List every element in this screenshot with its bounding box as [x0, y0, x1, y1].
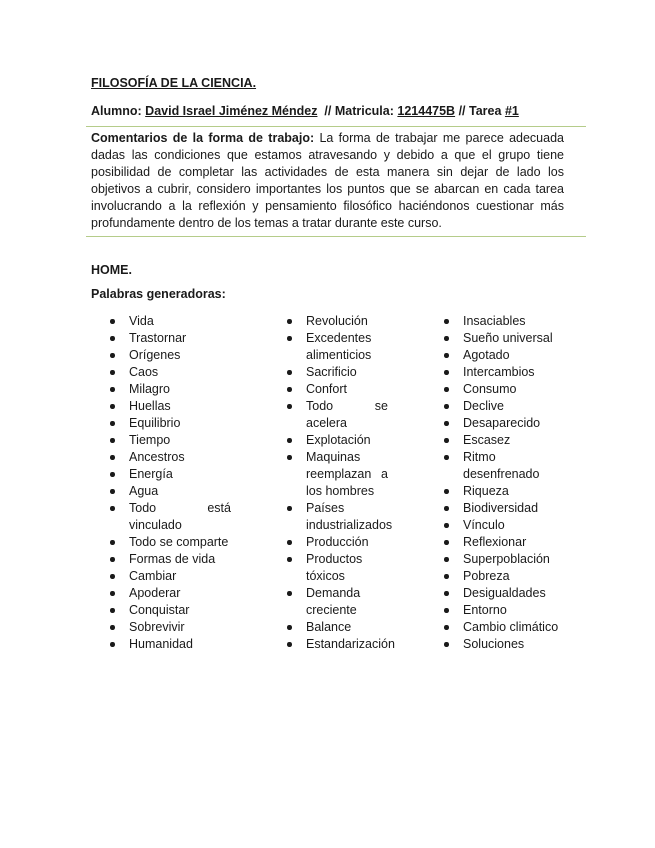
word-list-item: Apoderar [107, 585, 231, 602]
word-list-item: Consumo [441, 381, 566, 398]
word-list-item: Energía [107, 466, 231, 483]
word-list-item: Sacrificio [284, 364, 388, 381]
word-list-item: Cambio climático [441, 619, 566, 636]
comments-text: La forma de trabajar me parece adecuada dadas las condiciones que estamos atravesando y debido a que el grupo tiene posibilidad de completar las actividades de esta manera sin dejar de lado los objetivos a cubrir, considero importantes los puntos que se abarcan en cada tarea involucrando a la reflexión y pensamiento filosófico haciéndonos cuestionar más profundamente dentro de los temas a tratar durante este curso. [91, 131, 564, 230]
word-list-item: Revolución [284, 313, 388, 330]
word-list-item: Escasez [441, 432, 566, 449]
word-list-item: Insaciables [441, 313, 566, 330]
word-list-item: Conquistar [107, 602, 231, 619]
tarea-number: #1 [504, 104, 519, 118]
word-list-item: Desigualdades [441, 585, 566, 602]
matricula-label: Matricula: [334, 104, 394, 118]
word-list-item: Tiempo [107, 432, 231, 449]
word-list-item: Cambiar [107, 568, 231, 585]
word-list-item: Milagro [107, 381, 231, 398]
word-list-item: Ritmo desenfrenado [441, 449, 566, 483]
word-list-column-2 [284, 313, 395, 653]
word-list-item: Intercambios [441, 364, 566, 381]
tarea-label: Tarea [469, 104, 502, 118]
word-list-item: Vida [107, 313, 231, 330]
word-list-item: Huellas [107, 398, 231, 415]
word-list-item: Países industrializados [284, 500, 388, 534]
word-list-item: Ancestros [107, 449, 231, 466]
comments-paragraph [91, 130, 564, 232]
word-list-item: Superpoblación [441, 551, 566, 568]
word-list-item: Desaparecido [441, 415, 566, 432]
word-list-item: Confort [284, 381, 388, 398]
word-list-item: Todo se comparte [107, 534, 231, 551]
word-list-item: Caos [107, 364, 231, 381]
word-list-item: Balance [284, 619, 388, 636]
matricula-value: 1214475B [397, 104, 456, 118]
word-list-item: Orígenes [107, 347, 231, 364]
divider-bottom [86, 236, 586, 237]
student-label: Alumno: [91, 104, 142, 118]
separator: // [458, 104, 466, 118]
home-heading: HOME. [91, 263, 132, 277]
word-list-item: Reflexionar [441, 534, 566, 551]
word-list-item: Agotado [441, 347, 566, 364]
word-list-item: Todo está vinculado [107, 500, 231, 534]
word-list-item: Vínculo [441, 517, 566, 534]
word-list-item: Todo se acelera [284, 398, 388, 432]
word-list-item: Producción [284, 534, 388, 551]
word-list-item: Trastornar [107, 330, 231, 347]
word-list-item: Sobrevivir [107, 619, 231, 636]
comments-label: Comentarios de la forma de trabajo: [91, 131, 315, 145]
word-list-item: Declive [441, 398, 566, 415]
word-list-item: Equilibrio [107, 415, 231, 432]
word-list-item: Humanidad [107, 636, 231, 653]
word-list-item: Entorno [441, 602, 566, 619]
word-list-item: Estandarización [284, 636, 388, 653]
document-title [91, 76, 256, 90]
student-name: David Israel Jiménez Méndez [145, 104, 318, 118]
word-list-item: Explotación [284, 432, 388, 449]
word-list-item: Maquinas reemplazan a los hombres [284, 449, 388, 500]
separator: // [324, 104, 332, 118]
divider-top [86, 126, 586, 127]
word-list-item: Excedentes alimenticios [284, 330, 388, 364]
word-list-item: Sueño universal [441, 330, 566, 347]
word-list-item: Biodiversidad [441, 500, 566, 517]
word-list-item: Formas de vida [107, 551, 231, 568]
words-heading: Palabras generadoras: [91, 287, 226, 301]
word-list-column-1 [107, 313, 231, 653]
word-list-item: Pobreza [441, 568, 566, 585]
word-list-item: Productos tóxicos [284, 551, 388, 585]
word-list-column-3 [441, 313, 566, 653]
word-list-item: Agua [107, 483, 231, 500]
word-list-item: Soluciones [441, 636, 566, 653]
student-info-line [91, 104, 519, 118]
title-text: FILOSOFÍA DE LA CIENCIA. [91, 76, 257, 90]
word-list-item: Riqueza [441, 483, 566, 500]
word-list-item: Demanda creciente [284, 585, 388, 619]
